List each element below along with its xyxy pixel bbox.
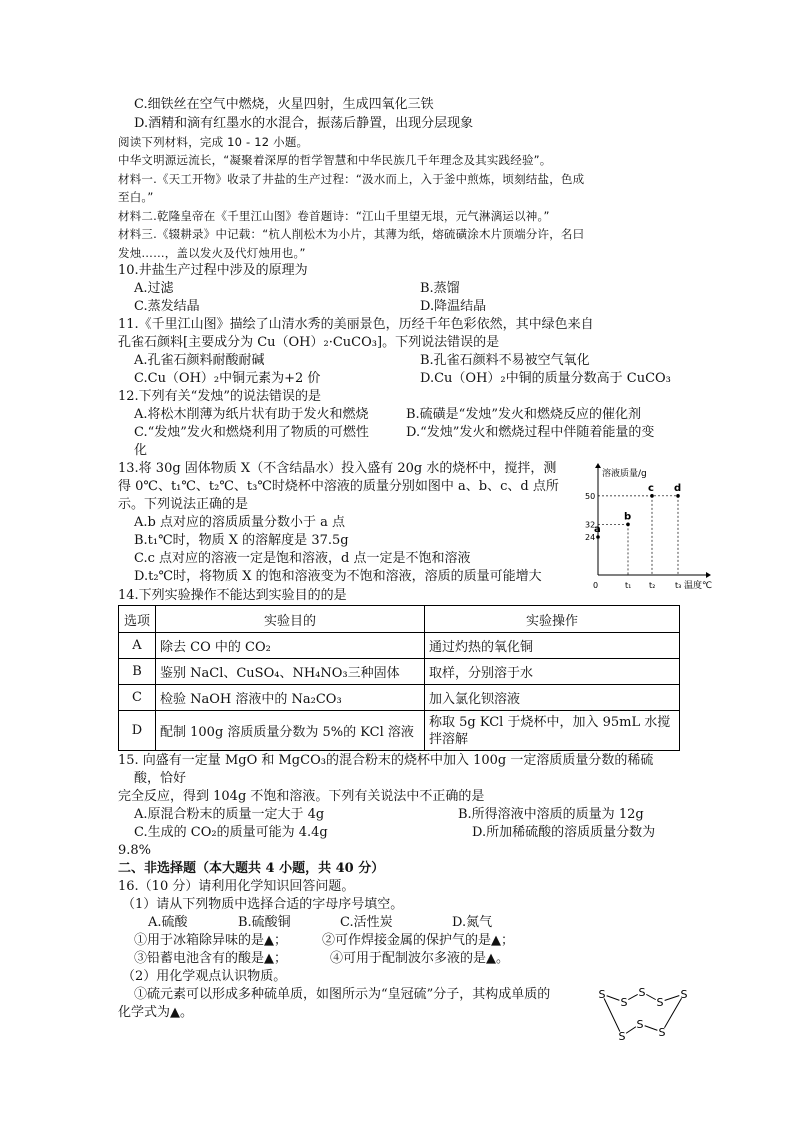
row-operation: 加入氯化钡溶液 xyxy=(425,685,680,711)
reading-material-1b: 至白。” xyxy=(118,190,154,204)
row-option: C xyxy=(119,685,156,711)
x-tick-label: t₃ xyxy=(675,581,682,590)
q10-option-a: A.过滤 xyxy=(134,281,174,296)
reading-material-2: 材料二.乾隆皇帝在《千里江山图》卷首题诗：“江山千里望无垠，元气淋漓运以神。” xyxy=(118,209,550,223)
header-operation: 实验操作 xyxy=(425,606,680,633)
row-purpose: 除去 CO 中的 CO₂ xyxy=(156,633,425,659)
data-label-d: d xyxy=(674,482,682,494)
table-row xyxy=(119,711,680,751)
table-row xyxy=(119,633,680,659)
q16-stem: 16.（10 分）请利用化学知识回答问题。 xyxy=(118,879,355,894)
sulfur-atom: S xyxy=(618,1030,626,1043)
row-operation: 通过灼热的氧化铜 xyxy=(425,633,680,659)
header-purpose: 实验目的 xyxy=(156,606,425,633)
q13-stem-1: 13.将 30g 固体物质 X（不含结晶水）投入盛有 20g 水的烧杯中，搅拌，测 xyxy=(118,461,557,476)
q13-option-d: D.t₂℃时，将物质 X 的饱和溶液变为不饱和溶液，溶质的质量可能增大 xyxy=(134,569,542,584)
q16-choice-c: C.活性炭 xyxy=(340,915,393,930)
table-row xyxy=(119,659,680,685)
q16-item-1: ①用于冰箱除异味的是▲； xyxy=(134,933,287,948)
reading-material-3a: 材料三.《辍耕录》中记载：“杭人削松木为小片，其薄为纸，熔硫磺涂木片顶端分许，名曰 xyxy=(118,227,585,241)
q13-option-c: C.c 点对应的溶液一定是饱和溶液，d 点一定是不饱和溶液 xyxy=(134,551,471,566)
q13-stem-2: 得 0℃、t₁℃、t₂℃、t₃℃时烧杯中溶液的质量分别如图中 a、b、c、d 点所 xyxy=(118,479,559,494)
reading-para-1: 中华文明源远流长，“凝聚着深厚的哲学智慧和中华民族几千年理念及其实践经验”。 xyxy=(118,153,552,167)
data-point-a xyxy=(596,535,600,539)
y-tick-label: 32 xyxy=(585,520,596,530)
q11-stem-2: 孔雀石颜料[主要成分为 Cu（OH）₂·CuCO₃]。下列说法错误的是 xyxy=(118,335,500,350)
q12-stem: 12.下列有关“发烛”的说法错误的是 xyxy=(118,389,321,404)
q16-item-4: ④可用于配制波尔多液的是▲。 xyxy=(330,951,509,966)
q16-choice-d: D.氮气 xyxy=(452,915,493,930)
data-point-b xyxy=(626,523,630,527)
q11-option-b: B.孔雀石颜料不易被空气氧化 xyxy=(420,353,590,368)
q14-stem: 14.下列实验操作不能达到实验目的的是 xyxy=(118,588,347,603)
q13-option-b: B.t₁℃时，物质 X 的溶解度是 37.5g xyxy=(134,533,349,548)
data-label-a: a xyxy=(594,524,601,535)
solution-mass-chart xyxy=(576,458,718,590)
q15-option-b: B.所得溶液中溶质的质量为 12g xyxy=(458,807,644,822)
section-title: 二、非选择题（本大题共 4 小题，共 40 分） xyxy=(118,861,385,876)
reading-material-3b: 发烛……，盖以发火及代灯烛用也。” xyxy=(118,246,306,260)
q15-option-a: A.原混合粉末的质量一定大于 4g xyxy=(134,807,325,822)
q15-option-d-cont: 9.8% xyxy=(118,843,152,858)
q15-option-c: C.生成的 CO₂的质量可能为 4.4g xyxy=(134,825,328,840)
header-option: 选项 xyxy=(119,606,156,633)
data-label-c: c xyxy=(648,482,654,494)
sulfur-atom: S xyxy=(656,996,664,1009)
y-tick-label: 50 xyxy=(585,491,596,501)
q16-choice-a: A.硫酸 xyxy=(148,915,188,930)
sulfur-atom: S xyxy=(598,988,606,1001)
row-operation-line-2: 拌溶解 xyxy=(429,731,469,747)
q9-option-d: D.酒精和滴有红墨水的水混合，振荡后静置，出现分层现象 xyxy=(134,116,474,131)
y-axis-arrow xyxy=(595,463,601,468)
q16-item-3: ③铅蓄电池含有的酸是▲； xyxy=(134,951,287,966)
row-purpose: 鉴别 NaCl、CuSO₄、NH₄NO₃三种固体 xyxy=(156,659,425,685)
row-operation xyxy=(425,711,680,751)
q10-stem: 10.井盐生产过程中涉及的原理为 xyxy=(118,263,308,278)
q16-sub-1: （1）请从下列物质中选择合适的字母序号填空。 xyxy=(122,897,404,912)
row-purpose: 检验 NaOH 溶液中的 Na₂CO₃ xyxy=(156,685,425,711)
q12-option-c: C.“发烛”发火和燃烧利用了物质的可燃性 xyxy=(134,425,369,440)
q11-option-d: D.Cu（OH）₂中铜的质量分数高于 CuCO₃ xyxy=(420,371,671,386)
x-axis-arrow xyxy=(706,572,711,578)
data-point-d xyxy=(676,494,680,498)
row-operation: 取样，分别溶于水 xyxy=(425,659,680,685)
table-row xyxy=(119,685,680,711)
x-tick-label: t₂ xyxy=(649,581,656,590)
sulfur-atom: S xyxy=(636,1018,644,1031)
q10-option-d: D.降温结晶 xyxy=(420,299,487,314)
table-header-row xyxy=(119,606,680,633)
y-tick-label: 24 xyxy=(585,533,596,542)
crown-sulfur-molecule-diagram xyxy=(590,980,700,1050)
q10-option-c: C.蒸发结晶 xyxy=(134,299,200,314)
x-axis-label: 温度℃ xyxy=(684,581,713,590)
q16-s1-line-2: 化学式为▲。 xyxy=(118,1005,193,1020)
q15-stem-3: 完全反应，得到 104g 不饱和溶液。下列有关说法中不正确的是 xyxy=(118,789,485,804)
reading-material-1a: 材料一.《天工开物》收录了井盐的生产过程：“汲水而上，入于釜中煎炼，顷刻结盐，色成 xyxy=(118,172,585,186)
y-axis-label: 溶液质量/g xyxy=(602,469,647,479)
q16-sub-2: （2）用化学观点认识物质。 xyxy=(122,969,287,984)
q10-option-b: B.蒸馏 xyxy=(420,281,460,296)
q12-option-b: B.硫磺是“发烛”发火和燃烧反应的催化剂 xyxy=(406,407,641,422)
q16-choice-b: B.硫酸铜 xyxy=(238,915,291,930)
q13-stem-3: 示。下列说法正确的是 xyxy=(118,497,249,512)
row-operation-line-1: 称取 5g KCl 于烧杯中，加入 95mL 水搅 xyxy=(429,714,671,730)
q15-stem-2: 酸，恰好 xyxy=(134,771,187,786)
q12-option-a: A.将松木削薄为纸片状有助于发火和燃烧 xyxy=(134,407,369,422)
q11-option-a: A.孔雀石颜料耐酸耐碱 xyxy=(134,353,265,368)
q13-option-a: A.b 点对应的溶质质量分数小于 a 点 xyxy=(134,515,345,530)
q11-stem-1: 11.《千里江山图》描绘了山清水秀的美丽景色，历经千年色彩依然，其中绿色来自 xyxy=(118,317,594,332)
q11-option-c: C.Cu（OH）₂中铜元素为+2 价 xyxy=(134,371,321,386)
row-option: B xyxy=(119,659,156,685)
q16-s1-line-1: ①硫元素可以形成多种硫单质，如图所示为“皇冠硫”分子，其构成单质的 xyxy=(134,987,551,1002)
q12-option-d: D.“发烛”发火和燃烧过程中伴随着能量的变 xyxy=(406,425,655,440)
sulfur-atom: S xyxy=(680,988,688,1001)
row-purpose: 配制 100g 溶质质量分数为 5%的 KCl 溶液 xyxy=(156,711,425,751)
sulfur-atom: S xyxy=(620,996,628,1009)
q15-stem-1: 15. 向盛有一定量 MgO 和 MgCO₃的混合粉末的烧杯中加入 100g 一定溶质质量分数的稀硫 xyxy=(118,753,654,768)
x-tick-label: 0 xyxy=(593,581,599,590)
x-tick-label: t₁ xyxy=(625,581,632,590)
reading-intro: 阅读下列材料，完成 10 - 12 小题。 xyxy=(118,135,309,149)
experiment-table xyxy=(118,605,680,751)
sulfur-atom: S xyxy=(638,986,646,999)
row-option: A xyxy=(119,633,156,659)
q16-item-2: ②可作焊接金属的保护气的是▲； xyxy=(322,933,514,948)
q9-option-c: C.细铁丝在空气中燃烧，火星四射，生成四氧化三铁 xyxy=(134,97,434,112)
q12-option-d-cont: 化 xyxy=(134,443,148,458)
sulfur-atom: S xyxy=(658,1026,666,1039)
row-option: D xyxy=(119,711,156,751)
data-label-b: b xyxy=(624,511,632,523)
q15-option-d: D.所加稀硫酸的溶质质量分数为 xyxy=(472,825,656,840)
